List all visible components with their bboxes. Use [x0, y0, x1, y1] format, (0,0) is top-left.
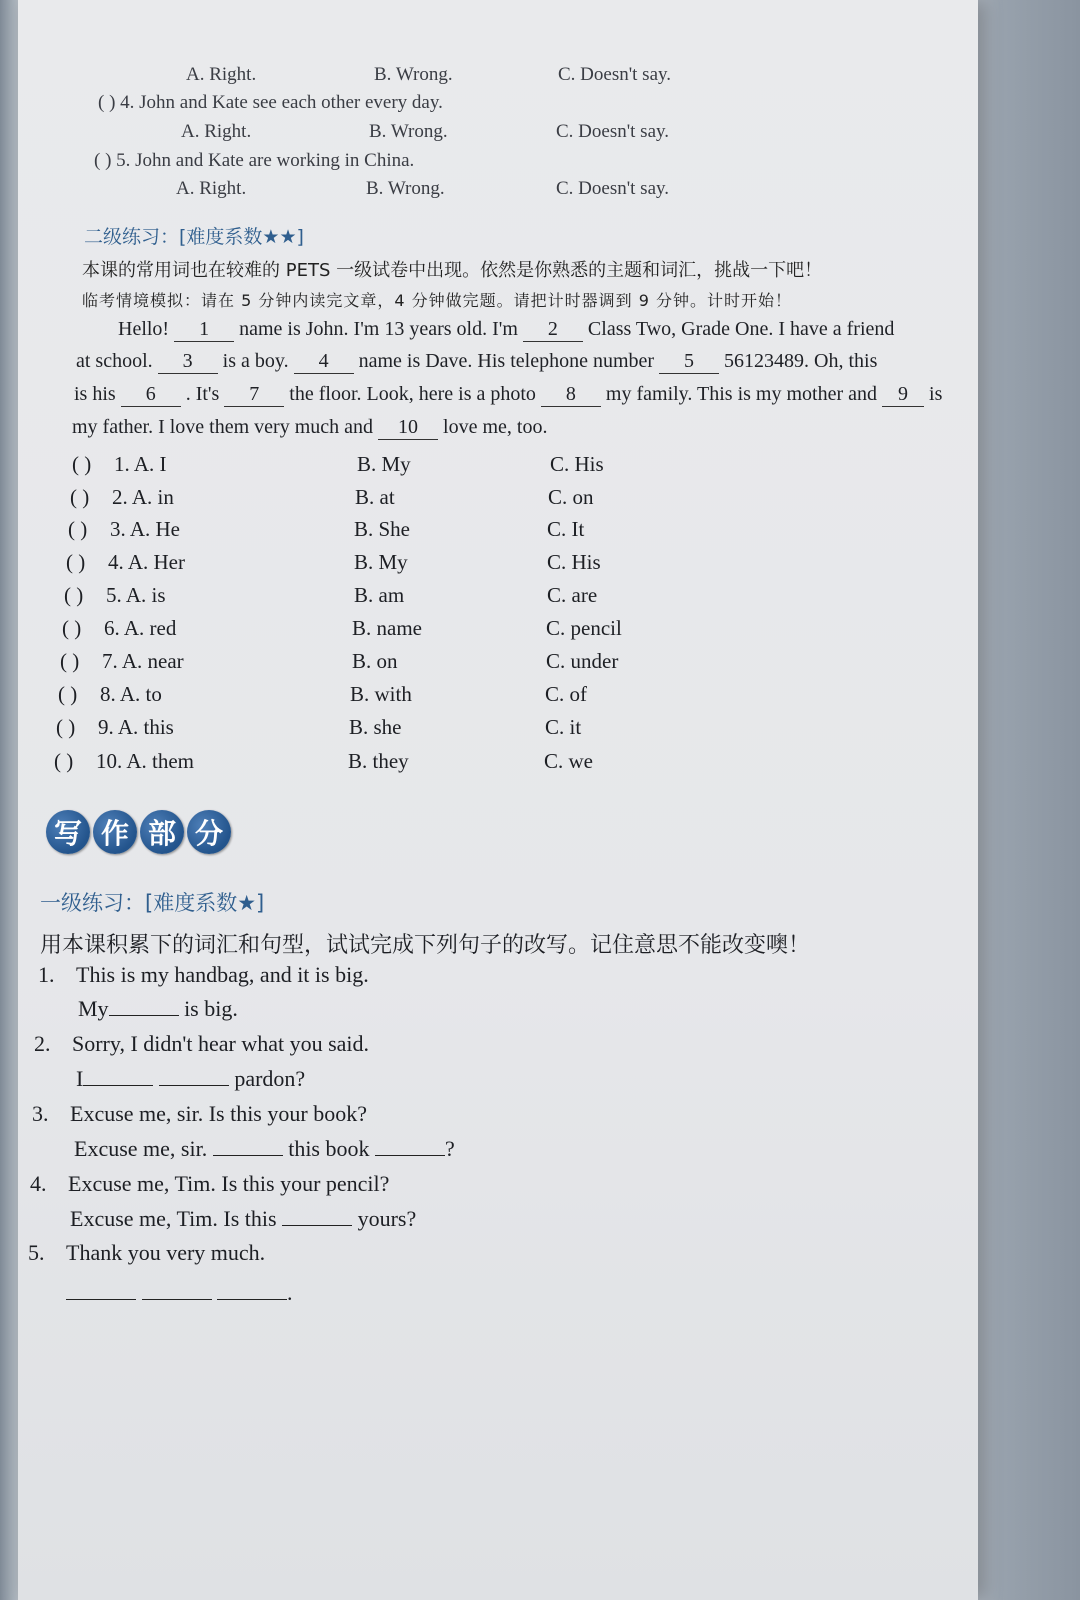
answer-slot[interactable]: ( ): [70, 485, 90, 509]
answer-blank[interactable]: [83, 1067, 153, 1086]
title-char: 部: [140, 810, 184, 854]
answer-blank[interactable]: [142, 1281, 212, 1300]
blank-9: 9: [882, 383, 924, 407]
choice-row: ( ) 10. A. them B. they C. we: [54, 749, 593, 773]
rewrite-answer-5: .: [66, 1280, 293, 1306]
answer-slot[interactable]: ( ): [54, 749, 74, 773]
answer-slot[interactable]: ( ): [60, 649, 80, 673]
q3-options: A. Right. B. Wrong. C. Doesn't say.: [186, 64, 672, 85]
answer-blank[interactable]: [159, 1067, 229, 1086]
blank-6: 6: [121, 383, 181, 407]
choice-row: ( ) 9. A. this B. she C. it: [56, 715, 582, 739]
q5-options: A. Right. B. Wrong. C. Doesn't say.: [176, 178, 670, 199]
answer-slot[interactable]: ( ): [64, 583, 84, 607]
passage-line-2: at school. 3 is a boy. 4 name is Dave. His telephone number 5 56123489. Oh, this: [76, 350, 878, 372]
rewrite-answer-2: I pardon?: [76, 1066, 306, 1091]
answer-blank[interactable]: [375, 1137, 445, 1156]
rewrite-item-4: 4. Excuse me, Tim. Is this your pencil?: [30, 1171, 390, 1196]
answer-slot[interactable]: ( ): [62, 616, 82, 640]
passage-line-1: Hello! 1 name is John. I'm 13 years old. I'm 2 Class Two, Grade One. I have a friend: [118, 318, 895, 340]
blank-2: 2: [523, 318, 583, 342]
textbook-page: [18, 0, 978, 1600]
answer-slot[interactable]: ( ): [66, 550, 86, 574]
writing-section-title: [46, 810, 231, 854]
choice-row: ( ) 2. A. in B. at C. on: [70, 485, 594, 509]
choice-row: ( ) 3. A. He B. She C. It: [68, 517, 585, 541]
answer-slot[interactable]: ( ): [56, 715, 76, 739]
blank-8: 8: [541, 383, 601, 407]
answer-blank[interactable]: [109, 997, 179, 1016]
writing-instruction: 用本课积累下的词汇和句型，试试完成下列句子的改写。记住意思不能改变噢！: [40, 933, 811, 958]
answer-blank[interactable]: [217, 1281, 287, 1300]
blank-5: 5: [659, 350, 719, 374]
q4-options: A. Right. B. Wrong. C. Doesn't say.: [181, 121, 670, 142]
choice-row: ( ) 7. A. near B. on C. under: [60, 649, 619, 673]
passage-line-4: my father. I love them very much and 10 love me, too.: [72, 416, 548, 438]
answer-blank[interactable]: [213, 1137, 283, 1156]
choice-row: ( ) 6. A. red B. name C. pencil: [62, 616, 622, 640]
answer-blank[interactable]: [282, 1207, 352, 1226]
blank-1: 1: [174, 318, 234, 342]
level2-simulation: 临考情境模拟：请在 5 分钟内读完文章，4 分钟做完题。请把计时器调到 9 分钟。计时开始！: [82, 291, 792, 310]
answer-slot[interactable]: ( ): [68, 517, 88, 541]
choice-row: ( ) 8. A. to B. with C. of: [58, 682, 587, 706]
q4-stem: ( ) 4. John and Kate see each other every day.: [98, 92, 443, 113]
q5-stem: ( ) 5. John and Kate are working in China.: [94, 150, 415, 171]
title-char: 作: [93, 810, 137, 854]
title-char: 分: [187, 810, 231, 854]
answer-slot[interactable]: ( ): [72, 452, 92, 476]
passage-line-3: is his 6 . It's 7 the floor. Look, here is a photo 8 my family. This is my mother and 9 is: [74, 383, 943, 405]
blank-7: 7: [224, 383, 284, 407]
answer-slot[interactable]: ( ): [58, 682, 78, 706]
rewrite-item-2: 2. Sorry, I didn't hear what you said.: [34, 1031, 370, 1056]
choice-row: ( ) 5. A. is B. am C. are: [64, 583, 598, 607]
blank-4: 4: [294, 350, 354, 374]
rewrite-item-1: 1. This is my handbag, and it is big.: [38, 962, 369, 987]
rewrite-answer-3: Excuse me, sir. this book ?: [74, 1136, 455, 1161]
blank-3: 3: [158, 350, 218, 374]
choice-row: ( ) 4. A. Her B. My C. His: [66, 550, 601, 574]
level2-heading: 二级练习：[难度系数★★]: [84, 226, 304, 248]
rewrite-item-3: 3. Excuse me, sir. Is this your book?: [32, 1101, 367, 1126]
level1-heading: 一级练习：[难度系数★]: [40, 891, 265, 915]
blank-10: 10: [378, 416, 438, 440]
title-char: 写: [46, 810, 90, 854]
rewrite-answer-4: Excuse me, Tim. Is this yours?: [70, 1206, 417, 1231]
rewrite-answer-1: My is big.: [78, 996, 238, 1021]
choice-row: ( ) 1. A. I B. My C. His: [72, 452, 604, 476]
level2-intro: 本课的常用词也在较难的 PETS 一级试卷中出现。依然是你熟悉的主题和词汇，挑战一下吧！: [82, 260, 823, 281]
answer-blank[interactable]: [66, 1281, 136, 1300]
rewrite-item-5: 5. Thank you very much.: [28, 1240, 266, 1265]
